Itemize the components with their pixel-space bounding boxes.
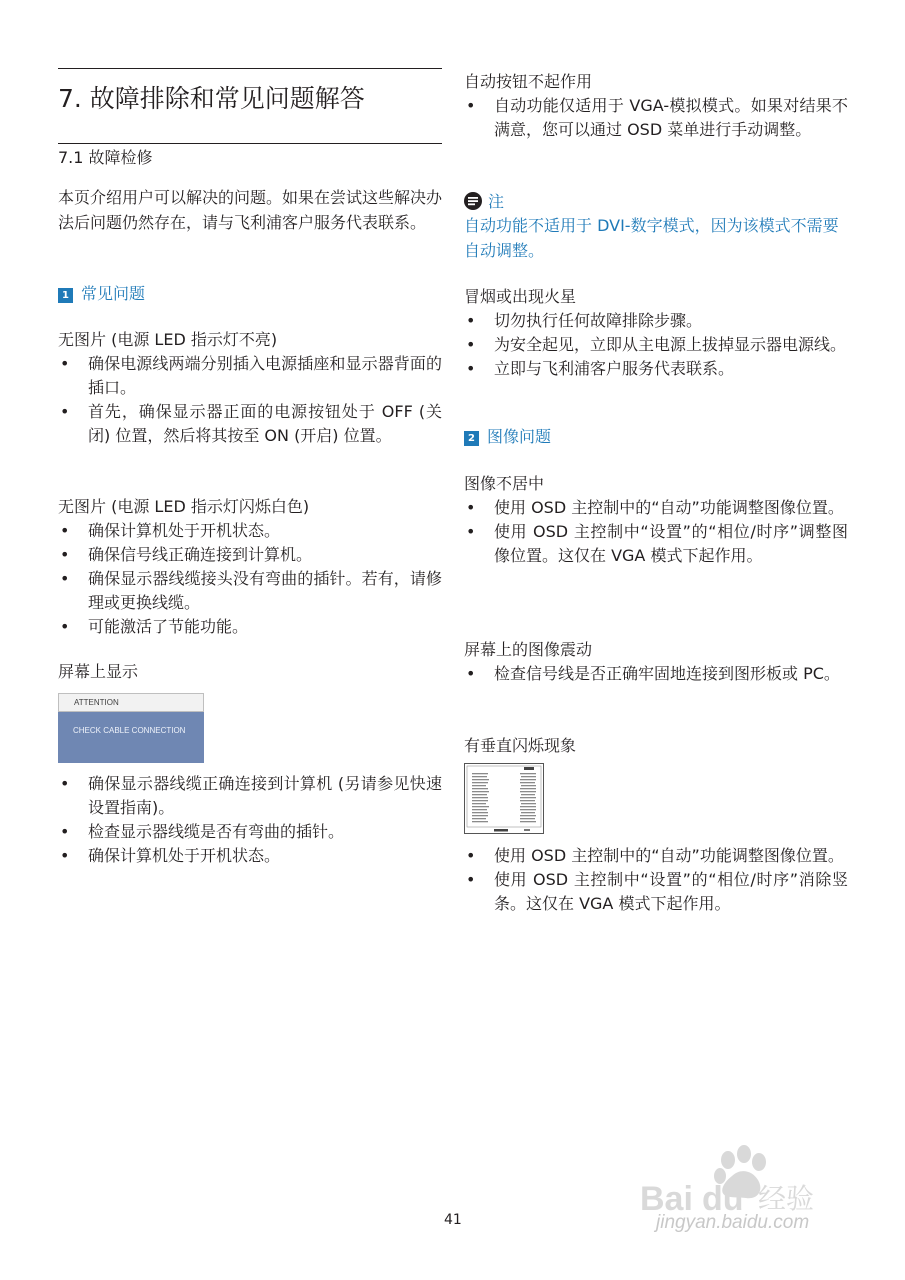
bullet-list — [58, 519, 442, 639]
page-number: 41 — [444, 1212, 462, 1228]
list-item: • 首先，确保显示器正面的电源按钮处于 OFF (关闭) 位置，然后将其按至 ON (开启) 位置。 — [58, 400, 442, 448]
chapter-title: 7. 故障排除和常见问题解答 — [58, 84, 365, 113]
group-title: 无图片 (电源 LED 指示灯闪烁白色) — [58, 497, 310, 516]
list-item: • 使用 OSD 主控制中“设置”的“相位/时序”调整图像位置。这仅在 VGA 模式下起作用。 — [464, 520, 848, 568]
section-number-badge: 1 — [58, 288, 73, 303]
group-title: 无图片 (电源 LED 指示灯不亮) — [58, 330, 278, 349]
section-title: 7.1 故障检修 — [58, 148, 153, 167]
list-item: • 确保信号线正确连接到计算机。 — [58, 543, 442, 567]
top-rule — [58, 68, 442, 69]
list-item: • 确保计算机处于开机状态。 — [58, 844, 442, 868]
list-item: • 为安全起见，立即从主电源上拔掉显示器电源线。 — [464, 333, 848, 357]
svg-text:du: du — [702, 1180, 744, 1218]
bullet-list — [464, 309, 848, 381]
note-icon — [464, 192, 482, 210]
list-item: • 确保计算机处于开机状态。 — [58, 519, 442, 543]
osd-header: ATTENTION — [58, 693, 204, 712]
section-label: 常见问题 — [81, 284, 146, 303]
group-title: 图像不居中 — [464, 474, 545, 493]
list-item: • 确保显示器线缆正确连接到计算机 (另请参见快速设置指南)。 — [58, 772, 442, 820]
bullet-list — [58, 772, 442, 868]
section-heading-image — [464, 426, 551, 448]
section-heading-common — [58, 283, 145, 305]
group-title: 冒烟或出现火星 — [464, 287, 577, 306]
svg-text:Bai: Bai — [640, 1180, 693, 1218]
bullet-list — [464, 496, 848, 568]
list-item: • 使用 OSD 主控制中“设置”的“相位/时序”消除竖条。这仅在 VGA 模式下起作用。 — [464, 868, 848, 916]
watermark-url: jingyan.baidu.com — [656, 1212, 810, 1233]
bullet-list — [464, 94, 848, 142]
note-text: 自动功能不适用于 DVI-数字模式，因为该模式不需要自动调整。 — [464, 216, 839, 260]
group-title: 自动按钮不起作用 — [464, 72, 593, 91]
note-heading — [464, 191, 504, 213]
group-title: 有垂直闪烁现象 — [464, 736, 577, 755]
note-label: 注 — [488, 192, 505, 211]
list-item: • 检查信号线是否正确牢固地连接到图形板或 PC。 — [464, 662, 848, 686]
group-title: 屏幕上显示 — [58, 662, 139, 681]
list-item: • 确保显示器线缆接头没有弯曲的插针。若有，请修理或更换线缆。 — [58, 567, 442, 615]
bullet-list — [464, 844, 848, 916]
intro-paragraph: 本页介绍用户可以解决的问题。如果在尝试这些解决办法后问题仍然存在，请与飞利浦客户服务代表联系。 — [58, 188, 443, 232]
bullet-list — [464, 662, 848, 686]
list-item: • 使用 OSD 主控制中的“自动”功能调整图像位置。 — [464, 844, 848, 868]
group-title: 屏幕上的图像震动 — [464, 640, 593, 659]
osd-message: CHECK CABLE CONNECTION — [58, 712, 204, 763]
list-item: • 使用 OSD 主控制中的“自动”功能调整图像位置。 — [464, 496, 848, 520]
osd-attention-screenshot — [58, 693, 204, 763]
list-item: • 立即与飞利浦客户服务代表联系。 — [464, 357, 848, 381]
bullet-list — [58, 352, 442, 448]
section-number-badge: 2 — [464, 431, 479, 446]
svg-text:经验: 经验 — [758, 1182, 815, 1215]
section-label: 图像问题 — [487, 427, 552, 446]
section-rule — [58, 143, 442, 144]
list-item: • 切勿执行任何故障排除步骤。 — [464, 309, 848, 333]
list-item: • 可能激活了节能功能。 — [58, 615, 442, 639]
vertical-flicker-example-image — [464, 763, 544, 835]
list-item: • 确保电源线两端分别插入电源插座和显示器背面的插口。 — [58, 352, 442, 400]
list-item: • 检查显示器线缆是否有弯曲的插针。 — [58, 820, 442, 844]
list-item: • 自动功能仅适用于 VGA-模拟模式。如果对结果不满意，您可以通过 OSD 菜单进行手动调整。 — [464, 94, 848, 142]
